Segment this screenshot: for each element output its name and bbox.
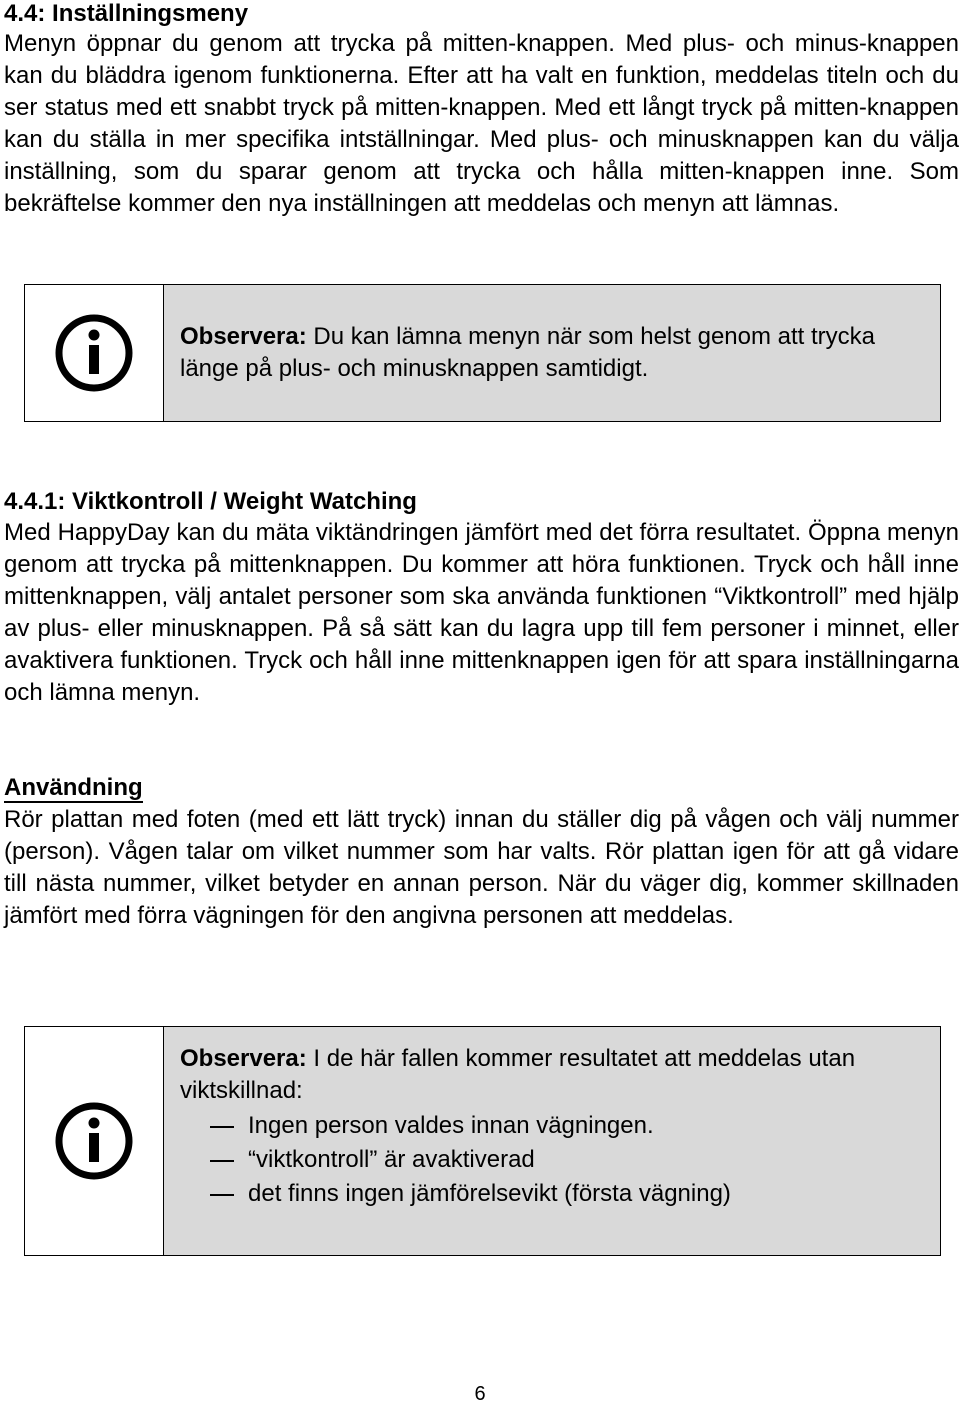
usage-heading: Användning — [4, 774, 143, 801]
list-item: det finns ingen jämförelsevikt (första vägning) — [180, 1177, 926, 1211]
usage-body — [4, 804, 959, 932]
section-body-weight-watching — [4, 517, 959, 709]
page-number: 6 — [474, 1383, 486, 1405]
dash-bullet — [180, 1109, 248, 1143]
list-item: “viktkontroll” är avaktiverad — [180, 1143, 926, 1177]
note-box — [24, 284, 941, 422]
section-title-weight-watching: 4.4.1: Viktkontroll / Weight Watching — [4, 488, 417, 515]
note-label: Observera: — [180, 1045, 307, 1072]
section-title-settings-menu: 4.4: Inställningsmeny — [4, 0, 249, 27]
dash-bullet — [180, 1177, 248, 1211]
info-icon — [25, 1027, 163, 1255]
section-body-settings-menu — [4, 28, 959, 220]
dash-bullet — [180, 1143, 248, 1177]
paragraph: Rör plattan med foten (med ett lätt tryck) innan du ställer dig på vågen och välj nummer (person). Vågen talar om vilket nummer som har valts. Rör plattan igen för att gå vidare till nästa nummer, vilket betyder en annan person. När du väger dig, kommer skillnaden jämfört med förra vägningen för den angivna personen att meddelas. — [4, 806, 959, 929]
note-text: I de här fallen kommer resultatet att meddelas utan viktskillnad: — [180, 1045, 856, 1104]
note-box — [24, 1026, 941, 1256]
paragraph: Menyn öppnar du genom att trycka på mitten-knappen. Med plus- och minus-knappen kan du bläddra igenom funktionerna. Efter att ha valt en funktion, meddelas titeln och du ser status med ett snabbt tryck på mitten-knappen. Med ett långt tryck på mitten-knappen kan du ställa in mer specifika intställningar. Med plus- och minusknappen kan du välja inställning, som du sparar genom att trycka och hålla mitten-knappen inne. Som bekräftelse kommer den nya inställningen att meddelas och menyn att lämnas. — [4, 30, 959, 217]
note-content — [163, 1027, 940, 1255]
note-list — [180, 1109, 926, 1211]
info-icon — [25, 285, 163, 421]
list-item: Ingen person valdes innan vägningen. — [180, 1109, 926, 1143]
paragraph: Med HappyDay kan du mäta viktändringen jämfört med det förra resultatet. Öppna menyn genom att trycka på mittenknappen. Du kommer att höra funktionen. Tryck och håll inne mittenknappen, välj antalet personer som ska använda funktionen “Viktkontroll” med hjälp av plus- eller minusknappen. På så sätt kan du lagra upp till fem personer i minnet, eller avaktivera funktionen. Tryck och håll inne mittenknappen igen för att spara inställningarna och lämna menyn. — [4, 519, 959, 706]
note-text: Du kan lämna menyn när som helst genom att trycka länge på plus- och minusknappen samtidigt. — [180, 323, 876, 382]
note-content — [163, 285, 940, 421]
note-label: Observera: — [180, 323, 307, 350]
